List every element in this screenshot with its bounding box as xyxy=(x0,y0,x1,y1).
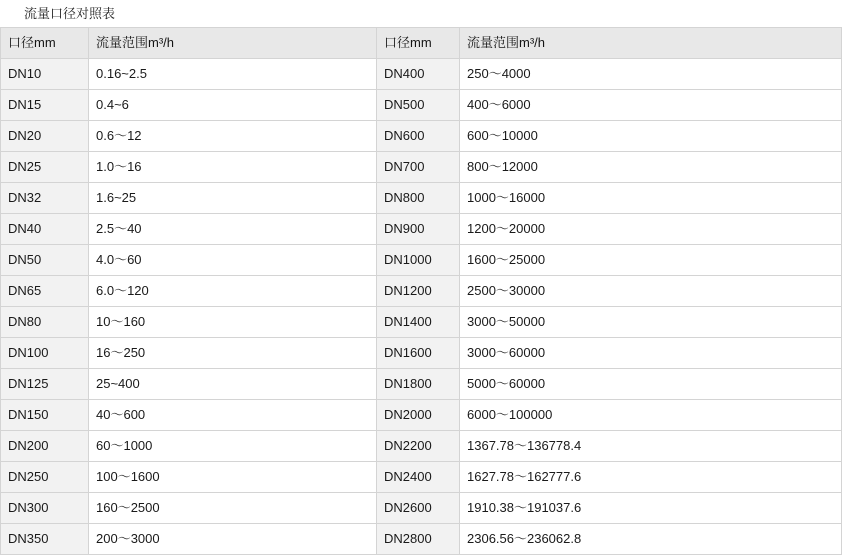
table-row xyxy=(1,524,842,555)
page-title: 流量口径对照表 xyxy=(24,6,116,21)
cell-diameter-left: DN300 xyxy=(1,493,89,524)
table-row xyxy=(1,307,842,338)
cell-flowrange-right: 600～10000 xyxy=(460,121,842,152)
table-row xyxy=(1,214,842,245)
cell-flowrange-right: 250～4000 xyxy=(460,59,842,90)
column-header-flowrange-right: 流量范围m³/h xyxy=(460,28,842,59)
cell-diameter-right: DN1800 xyxy=(377,369,460,400)
table-row xyxy=(1,59,842,90)
cell-diameter-right: DN500 xyxy=(377,90,460,121)
cell-diameter-right: DN2400 xyxy=(377,462,460,493)
cell-diameter-left: DN40 xyxy=(1,214,89,245)
cell-flowrange-left: 40～600 xyxy=(89,400,377,431)
cell-diameter-left: DN65 xyxy=(1,276,89,307)
cell-flowrange-right: 1600～25000 xyxy=(460,245,842,276)
cell-diameter-right: DN1600 xyxy=(377,338,460,369)
cell-flowrange-left: 60～1000 xyxy=(89,431,377,462)
cell-diameter-right: DN2000 xyxy=(377,400,460,431)
cell-flowrange-left: 6.0～120 xyxy=(89,276,377,307)
cell-flowrange-left: 0.4~6 xyxy=(89,90,377,121)
cell-flowrange-right: 1367.78～136778.4 xyxy=(460,431,842,462)
cell-diameter-right: DN1000 xyxy=(377,245,460,276)
cell-flowrange-left: 16～250 xyxy=(89,338,377,369)
table-row xyxy=(1,338,842,369)
cell-diameter-right: DN1200 xyxy=(377,276,460,307)
cell-diameter-right: DN2800 xyxy=(377,524,460,555)
cell-flowrange-right: 3000～60000 xyxy=(460,338,842,369)
cell-flowrange-right: 2306.56～236062.8 xyxy=(460,524,842,555)
cell-flowrange-right: 6000～100000 xyxy=(460,400,842,431)
table-row xyxy=(1,183,842,214)
column-header-diameter-right: 口径mm xyxy=(377,28,460,59)
cell-diameter-left: DN15 xyxy=(1,90,89,121)
cell-diameter-left: DN100 xyxy=(1,338,89,369)
table-row xyxy=(1,369,842,400)
table-row xyxy=(1,121,842,152)
cell-flowrange-right: 1910.38～191037.6 xyxy=(460,493,842,524)
table-row xyxy=(1,245,842,276)
cell-diameter-left: DN80 xyxy=(1,307,89,338)
cell-diameter-right: DN700 xyxy=(377,152,460,183)
table-head xyxy=(1,28,842,59)
cell-flowrange-right: 1200～20000 xyxy=(460,214,842,245)
cell-flowrange-right: 3000～50000 xyxy=(460,307,842,338)
cell-flowrange-left: 100～1600 xyxy=(89,462,377,493)
cell-flowrange-left: 160～2500 xyxy=(89,493,377,524)
table-row xyxy=(1,493,842,524)
cell-diameter-left: DN200 xyxy=(1,431,89,462)
column-header-flowrange-left: 流量范围m³/h xyxy=(89,28,377,59)
cell-diameter-left: DN150 xyxy=(1,400,89,431)
cell-diameter-right: DN600 xyxy=(377,121,460,152)
cell-diameter-left: DN250 xyxy=(1,462,89,493)
cell-flowrange-left: 1.6~25 xyxy=(89,183,377,214)
cell-diameter-left: DN125 xyxy=(1,369,89,400)
cell-flowrange-left: 10～160 xyxy=(89,307,377,338)
cell-flowrange-left: 4.0～60 xyxy=(89,245,377,276)
table-body xyxy=(1,59,842,555)
cell-diameter-left: DN350 xyxy=(1,524,89,555)
cell-flowrange-right: 5000～60000 xyxy=(460,369,842,400)
cell-flowrange-left: 0.6～12 xyxy=(89,121,377,152)
cell-diameter-left: DN32 xyxy=(1,183,89,214)
cell-diameter-left: DN25 xyxy=(1,152,89,183)
cell-diameter-right: DN800 xyxy=(377,183,460,214)
column-header-diameter-left: 口径mm xyxy=(1,28,89,59)
table-row xyxy=(1,276,842,307)
table-row xyxy=(1,462,842,493)
cell-flowrange-right: 1000～16000 xyxy=(460,183,842,214)
cell-flowrange-right: 400～6000 xyxy=(460,90,842,121)
cell-flowrange-right: 2500～30000 xyxy=(460,276,842,307)
cell-flowrange-left: 2.5～40 xyxy=(89,214,377,245)
cell-diameter-right: DN2200 xyxy=(377,431,460,462)
table-row xyxy=(1,431,842,462)
table-row xyxy=(1,152,842,183)
cell-diameter-right: DN1400 xyxy=(377,307,460,338)
table-row xyxy=(1,90,842,121)
cell-diameter-left: DN20 xyxy=(1,121,89,152)
cell-diameter-left: DN10 xyxy=(1,59,89,90)
cell-diameter-right: DN400 xyxy=(377,59,460,90)
cell-diameter-right: DN900 xyxy=(377,214,460,245)
flow-diameter-table xyxy=(0,27,842,555)
table-header-row xyxy=(1,28,842,59)
cell-diameter-left: DN50 xyxy=(1,245,89,276)
cell-diameter-right: DN2600 xyxy=(377,493,460,524)
cell-flowrange-right: 1627.78～162777.6 xyxy=(460,462,842,493)
cell-flowrange-left: 1.0～16 xyxy=(89,152,377,183)
cell-flowrange-left: 200～3000 xyxy=(89,524,377,555)
cell-flowrange-left: 25~400 xyxy=(89,369,377,400)
table-row xyxy=(1,400,842,431)
cell-flowrange-right: 800～12000 xyxy=(460,152,842,183)
cell-flowrange-left: 0.16~2.5 xyxy=(89,59,377,90)
